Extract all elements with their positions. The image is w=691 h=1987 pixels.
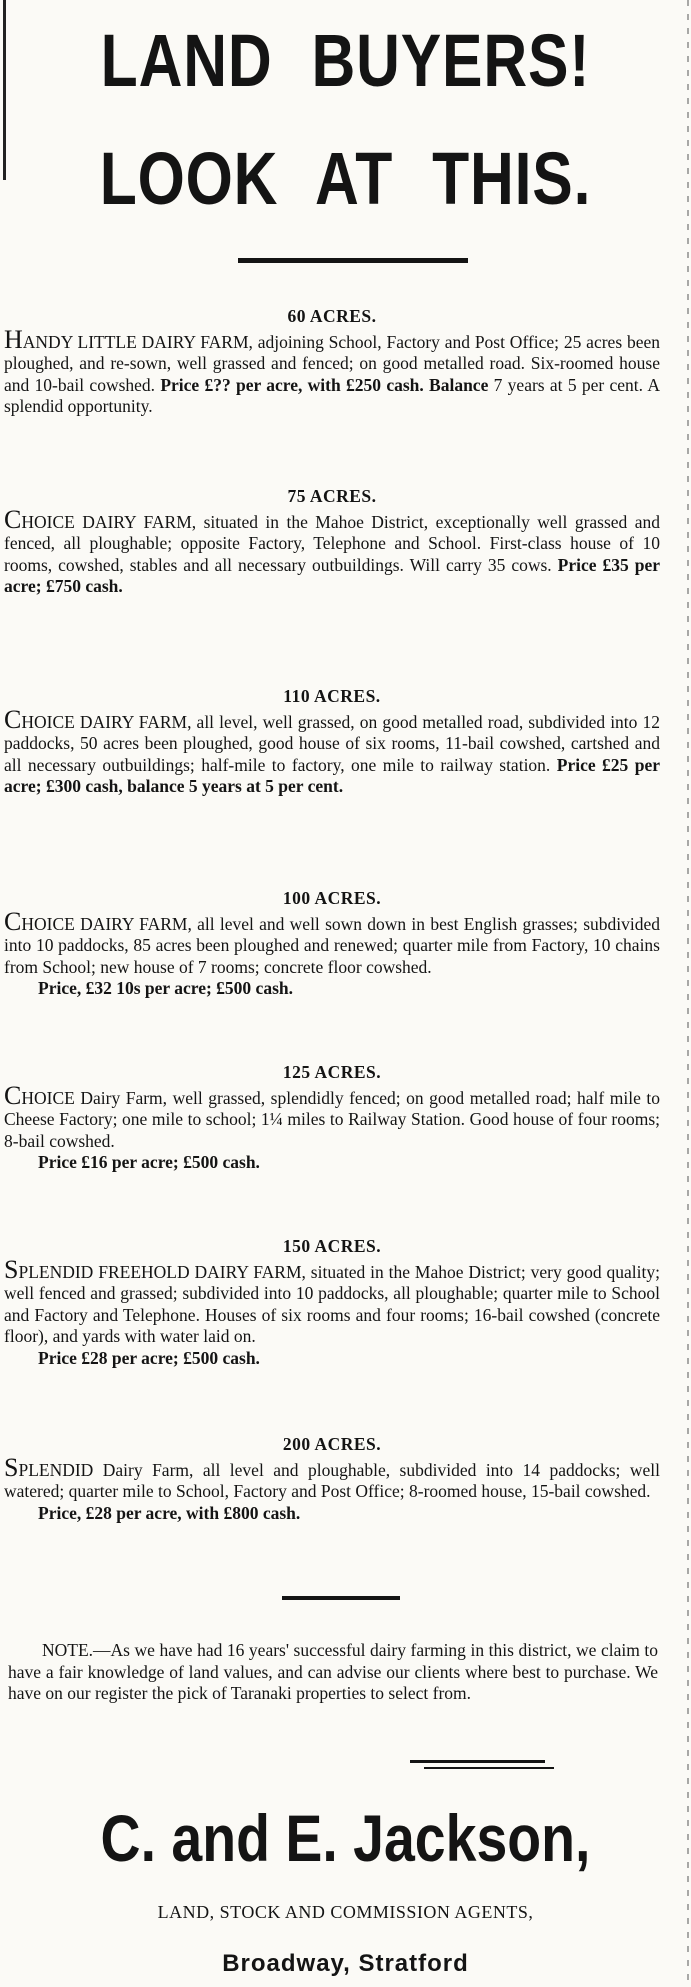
listing-body bbox=[4, 1452, 660, 1503]
listing-lead: ANDY LITTLE DAIRY FARM, bbox=[22, 331, 253, 352]
drop-cap: S bbox=[4, 1254, 19, 1284]
listing-lead: HOICE DAIRY FARM, bbox=[21, 711, 192, 732]
headline-rule bbox=[238, 258, 468, 263]
listing-price: Price £28 per acre; £500 cash. bbox=[38, 1347, 260, 1368]
listing-price: Price £?? per acre, with £250 cash. Balance bbox=[160, 374, 489, 395]
listing-60-acres bbox=[4, 306, 660, 418]
listing-text: Dairy Farm, well grassed, splendidly fenced; on good metalled road; half mile to Cheese Factory; one mile to school; 1¼ miles to Railway Station. Good house of four rooms; 8-bail cowshed. bbox=[4, 1087, 660, 1151]
listing-200-acres bbox=[4, 1434, 660, 1524]
listing-heading: 150 ACRES. bbox=[282, 1236, 382, 1256]
listing-body bbox=[4, 1254, 660, 1348]
listing-125-acres bbox=[4, 1062, 660, 1174]
listing-price: Price £16 per acre; £500 cash. bbox=[38, 1152, 260, 1172]
listing-heading: 110 ACRES. bbox=[283, 686, 381, 706]
firm-role: LAND, STOCK AND COMMISSION AGENTS, bbox=[157, 1902, 534, 1922]
listing-body bbox=[4, 704, 661, 798]
listing-lead: PLENDID FREEHOLD DAIRY FARM, bbox=[18, 1261, 306, 1282]
listing-lead: PLENDID bbox=[18, 1459, 94, 1480]
listing-150-acres bbox=[4, 1236, 660, 1369]
listing-text: Dairy Farm, all level and ploughable, subdivided into 14 paddocks; well watered; quarter mile to School, Factory and Post Office; 8-roomed house, 15-bail cowshed. bbox=[4, 1459, 660, 1501]
headline-land-buyers: LAND BUYERS! bbox=[100, 19, 591, 102]
listing-price: Price £35 per acre; £750 cash. bbox=[4, 554, 661, 596]
listing-text: all level and well sown down in best English grasses; subdivided into 10 paddocks, 85 acres been ploughed and renewed; quarter mile from Factory, 10 chains from School; new house of 7 rooms; concrete floor cowshed. bbox=[4, 913, 660, 977]
listing-lead: HOICE bbox=[21, 1087, 75, 1108]
listing-text: adjoining School, Factory and Post Office; 25 acres been ploughed, and re-sown, well grassed and fenced; on good metalled road. Six-roomed house and 10-bail cowshed. bbox=[4, 331, 660, 395]
listing-110-acres bbox=[4, 686, 660, 798]
listing-tail: 7 years at 5 per cent. A splendid opportunity. bbox=[4, 374, 660, 416]
listing-price: Price, £32 10s per acre; £500 cash. bbox=[38, 978, 293, 998]
drop-cap: S bbox=[4, 1452, 19, 1482]
footer-rule-top bbox=[410, 1760, 545, 1763]
listing-body bbox=[4, 324, 660, 418]
drop-cap: C bbox=[4, 1080, 22, 1110]
listing-heading: 200 ACRES. bbox=[282, 1434, 382, 1454]
listing-lead: HOICE DAIRY FARM, bbox=[21, 913, 192, 934]
drop-cap: H bbox=[4, 324, 23, 354]
section-rule bbox=[282, 1596, 400, 1600]
drop-cap: C bbox=[4, 906, 22, 936]
listing-text: all level, well grassed, on good metalled road, subdivided into 12 paddocks, 50 acres been ploughed, good house of six rooms, 11-bail cowshed, cartshed and all necessary outbuildings; half-mile to factory, one mile to railway station. bbox=[4, 711, 661, 775]
headline-look-at-this: LOOK AT THIS. bbox=[99, 137, 592, 220]
listing-text: situated in the Mahoe District; very good quality; well fenced and grassed; subdivided into 10 paddocks, all ploughable; quarter mile to School and Factory and Telephone. Houses of six rooms and four rooms; 16-bail cowshed (concrete floor), and yards with water laid on. bbox=[4, 1261, 660, 1346]
listing-heading: 100 ACRES. bbox=[282, 888, 382, 908]
listing-lead: HOICE DAIRY FARM, bbox=[21, 511, 197, 532]
footer-rule-bottom bbox=[424, 1767, 554, 1769]
listing-body bbox=[4, 906, 660, 979]
drop-cap: C bbox=[4, 504, 22, 534]
listing-75-acres bbox=[4, 486, 660, 598]
note-paragraph: NOTE.—As we have had 16 years' successful dairy farming in this district, we claim to have a fair knowledge of land values, and can advise our clients where best to purchase. We have on our register the pick of Taranaki properties to select from. bbox=[8, 1640, 658, 1703]
listing-heading: 75 ACRES. bbox=[287, 486, 377, 506]
listing-text: situated in the Mahoe District, exceptionally well grassed and fenced, all ploughable; opposite Factory, Telephone and School. First-class house of 10 rooms, cowshed, stables and all necessary outbuildings. Will carry 35 cows. bbox=[4, 511, 660, 575]
firm-name: C. and E. Jackson, bbox=[100, 1801, 591, 1875]
drop-cap: C bbox=[4, 704, 22, 734]
listing-price: Price £25 per acre; £300 cash, balance 5 years at 5 per cent. bbox=[4, 754, 660, 796]
listing-body bbox=[4, 1080, 660, 1153]
listing-heading: 60 ACRES. bbox=[287, 306, 377, 326]
listing-100-acres bbox=[4, 888, 660, 1000]
listing-heading: 125 ACRES. bbox=[282, 1062, 382, 1082]
listing-body bbox=[4, 504, 661, 598]
listing-price: Price, £28 per acre, with £800 cash. bbox=[38, 1502, 301, 1523]
firm-address: Broadway, Stratford bbox=[222, 1950, 469, 1977]
